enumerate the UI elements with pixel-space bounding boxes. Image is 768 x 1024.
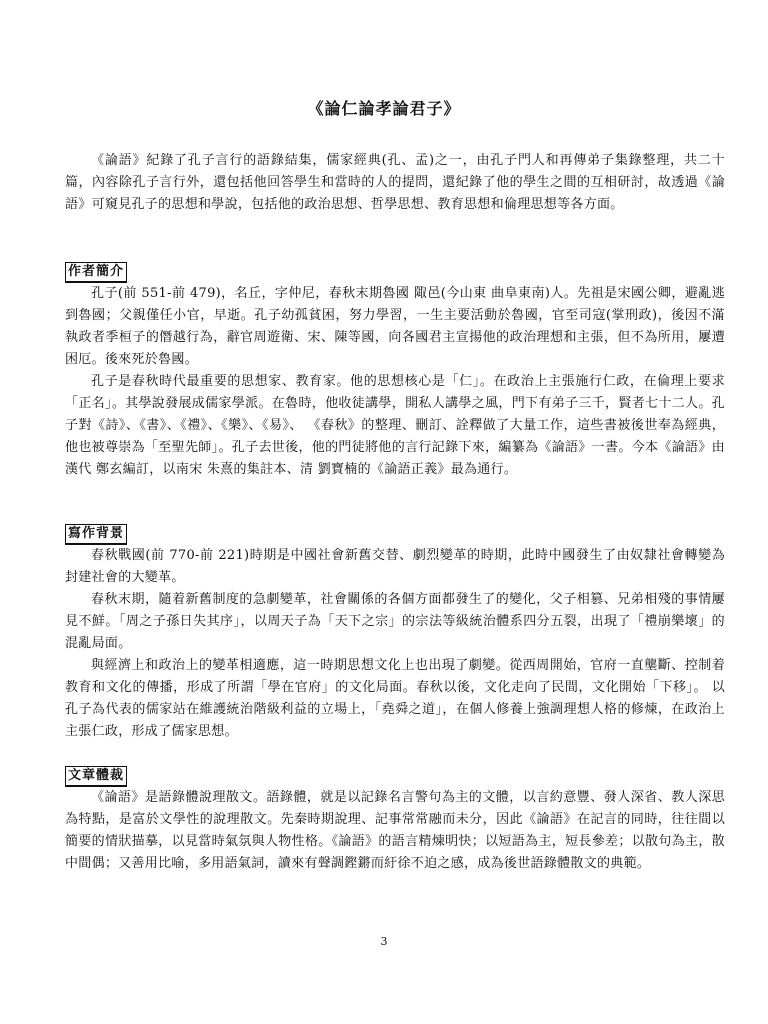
background-paragraph-2: 春秋末期，隨着新舊制度的急劇變革，社會關係的各個方面都發生了的變化，父子相篡、兄弟相殘的事情屢見不鮮。「周之子孫日失其序」，以周天子為「天下之宗」的宗法等級統治體系四分五裂，出現了「禮崩樂壞」的混亂局面。 xyxy=(65,592,725,651)
background-paragraph-3: 與經濟上和政治上的變革相適應，這一時期思想文化上也出現了劇變。從西周開始，官府一直壟斷、控制着教育和文化的傳播，形成了所謂「學在官府」的文化局面。春秋以後，文化走向了民間，文化開始「下移」。 以孔子為代表的儒家站在維護統治階級利益的立場上，「堯舜之道」，在個人修養上強調理想人格的修煉，在政治上主張仁政，形成了儒家思想。 xyxy=(65,658,725,739)
intro-paragraph: 《論語》紀錄了孔子言行的語錄結集，儒家經典(孔、孟)之一，由孔子門人和再傳弟子集錄整理，共二十篇，內容除孔子言行外，還包括他回答學生和當時的人的提問，還紀錄了他的學生之間的互相研討，故透過《論語》可窺見孔子的思想和學說，包括他的政治思想、哲學思想、教育思想和倫理思想等各方面。 xyxy=(65,153,725,212)
page-number: 3 xyxy=(380,935,388,948)
section-heading-genre: 文章體裁 xyxy=(65,766,127,787)
genre-paragraph-1: 《論語》是語錄體說理散文。語錄體，就是以記錄名言警句為主的文體，以言約意豐、發人深省、教人深思為特點，是富於文學性的說理散文。先秦時期說理、記事常常融而未分，因此《論語》在記言的同時，往往間以簡要的情狀描摹，以見當時氣氛與人物性格。《論語》的語言精煉明快；以短語為主，短長參差；以散句為主，散中間偶；又善用比喻，多用語氣詞，讀來有聲調鏗鏘而紆徐不迫之感，成為後世語錄體散文的典範。 xyxy=(65,790,725,871)
section-heading-background: 寫作背景 xyxy=(65,524,127,545)
author-paragraph-2: 孔子是春秋時代最重要的思想家、教育家。他的思想核心是「仁」。在政治上主張施行仁政，在倫理上要求「正名」。其學說發展成儒家學派。在魯時，他收徒講學，開私人講學之風，門下有弟子三千，賢者七十二人。孔子對《詩》、《書》、《禮》、《樂》、《易》、 《春秋》的整理、刪訂、詮釋做了大量工作，這些書被後世奉為經典，他也被尊崇為「至聖先師」。孔子去世後，他的門徒將他的言行記錄下來，編纂為《論語》一書。今本《論語》由漢代 鄭玄編訂，以南宋 朱熹的集註本、清 劉寶楠的《論語正義》最為通行。 xyxy=(65,374,725,477)
author-paragraph-1: 孔子(前 551-前 479)，名丘，字仲尼，春秋末期魯國 陬邑(今山東 曲阜東南)人。先祖是宋國公卿，避亂逃到魯國；父親僅任小官，早逝。孔子幼孤貧困，努力學習，一生主要活動於魯國，官至司寇(掌刑政)，後因不滿執政者季桓子的僭越行為，辭官周遊衛、宋、陳等國，向各國君主宣揚他的政治理想和主張，但不為所用，屢遭困厄。後來死於魯國。 xyxy=(65,286,725,367)
section-heading-author: 作者簡介 xyxy=(65,262,127,283)
page-title: 《論仁論孝論君子》 xyxy=(307,99,461,118)
background-paragraph-1: 春秋戰國(前 770-前 221)時期是中國社會新舊交替、劇烈變革的時期，此時中國發生了由奴隸社會轉變為封建社會的大變革。 xyxy=(65,548,725,585)
